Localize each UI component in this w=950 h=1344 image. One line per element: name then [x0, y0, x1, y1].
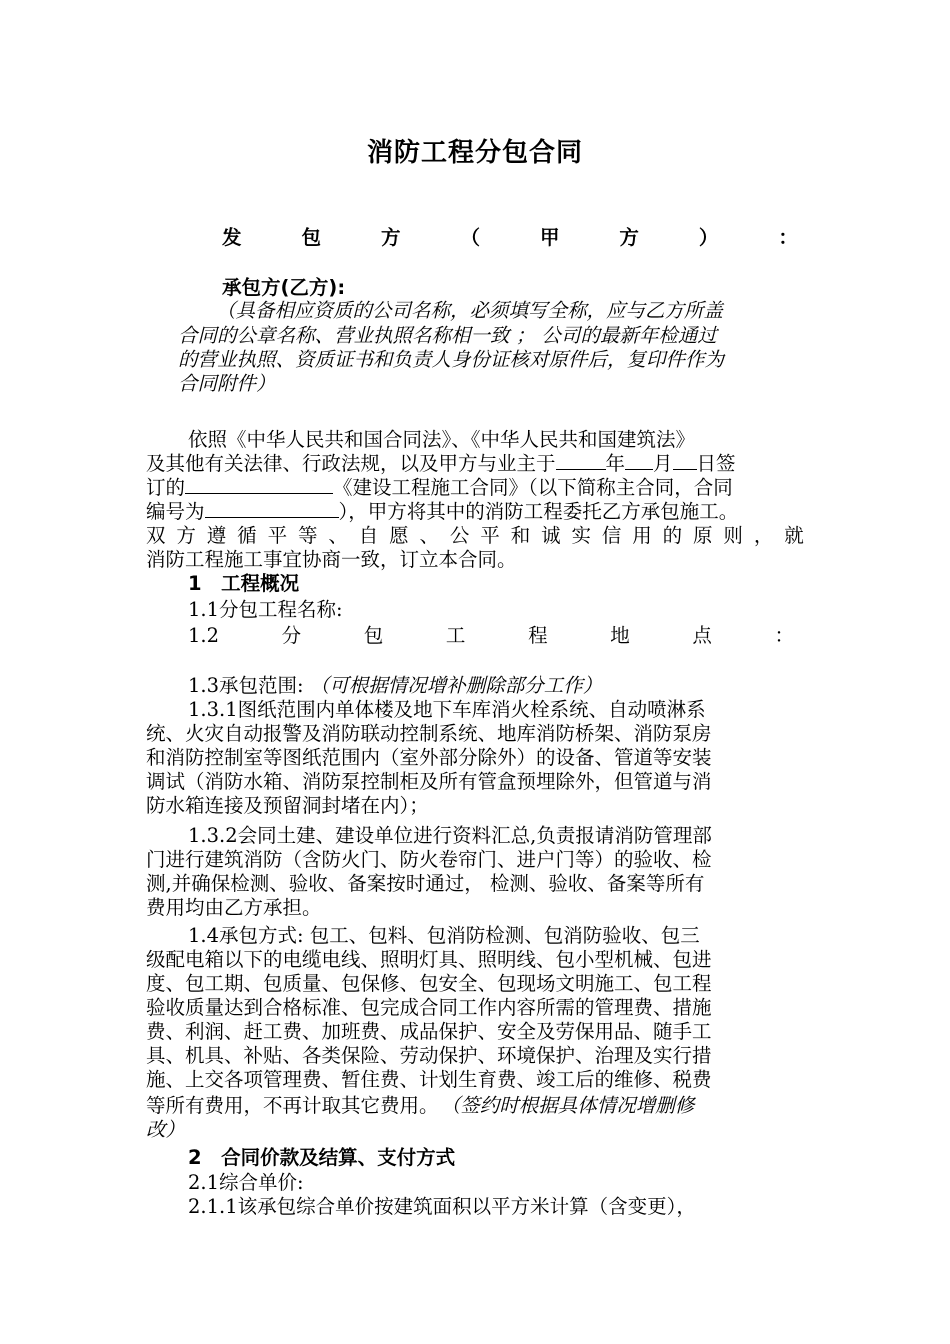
item-1-2-char: 包 [363, 624, 384, 647]
intro-char: 和 [510, 524, 531, 547]
intro-char: 诚 [541, 524, 561, 547]
item-1-4-line: 验收质量达到合格标准、包完成合同工作内容所需的管理费、措施 [146, 996, 712, 1019]
day-blank [673, 452, 697, 470]
intro-line-4 [146, 500, 738, 524]
item-1-3-2-line: 1.3.2会同土建、建设单位进行资料汇总,负责报请消防管理部 [188, 824, 712, 847]
item-1-4-line: 级配电箱以下的电缆电线、照明灯具、照明线、包小型机械、包进 [146, 948, 712, 971]
intro-char: 平 [267, 524, 288, 547]
party-b-note-line: （具备相应资质的公司名称，必须填写全称，应与乙方所盖 [216, 299, 724, 322]
intro-line-3-rest: 《建设工程施工合同》（以下简称主合同，合同 [333, 476, 733, 499]
intro-char: 循 [237, 524, 257, 547]
month-label: 月 [653, 452, 673, 475]
intro-line-5 [146, 524, 804, 548]
item-1-3-note: （可根据情况增补删除部分工作） [309, 674, 603, 697]
item-1-3-2-line: 测,并确保检测、验收、备案按时通过， 检测、验收、备案等所有 [146, 872, 705, 895]
item-1-2-char: 地 [610, 624, 630, 647]
intro-line-2-text: 及其他有关法律、行政法规，以及甲方与业主于 [146, 452, 556, 475]
item-1-2-char: 程 [528, 624, 548, 647]
item-2-1-1: 2.1.1该承包综合单价按建筑面积以平方米计算（含变更）， [188, 1195, 696, 1218]
item-1-2-char: 1.2 [188, 624, 220, 647]
date-blank [185, 476, 333, 494]
day-label: 日签 [696, 452, 736, 475]
item-1-3-1-line: 和消防控制室等图纸范围内（室外部分除外）的设备、管道等安装 [146, 746, 712, 769]
item-1-2-char: 分 [281, 624, 302, 647]
party-a-line [222, 226, 798, 250]
contract-number-blank [205, 500, 339, 518]
intro-char: 、 [419, 524, 440, 547]
intro-char: ， [753, 524, 774, 547]
item-1-2-char: 点 [692, 624, 712, 647]
item-1-4-line: 1.4承包方式: 包工、包料、包消防检测、包消防验收、包三 [188, 924, 700, 947]
item-1-2-char: 工 [445, 624, 466, 647]
party-a-char: 方 [619, 226, 639, 249]
party-a-char: 甲 [539, 226, 560, 249]
section-2-heading: 2 合同价款及结算、支付方式 [188, 1146, 456, 1169]
item-1-4-last-line [146, 1094, 694, 1118]
party-b-note-line: 合同的公章名称、营业执照名称相一致 ； 公司的最新年检通过 [178, 324, 717, 347]
intro-line-3 [146, 476, 733, 500]
intro-line-3-text: 订的 [146, 476, 186, 499]
intro-char: 则 [723, 524, 743, 547]
intro-char: 方 [176, 524, 196, 547]
item-1-4-line: 度、包工期、包质量、包保修、包安全、包现场文明施工、包工程 [146, 972, 712, 995]
party-a-char: 方 [380, 226, 401, 249]
intro-char: 遵 [206, 524, 227, 547]
intro-char: 自 [358, 524, 379, 547]
intro-line-4-text: 编号为 [146, 500, 205, 523]
party-a-char: 发 [222, 226, 242, 249]
month-blank [625, 452, 653, 470]
party-b-label: 承包方(乙方): [222, 276, 346, 299]
item-1-3-2-line: 门进行建筑消防（含防火门、防火卷帘门、进户门等）的验收、检 [146, 848, 712, 871]
item-1-4-line: 施、上交各项管理费、暂住费、计划生育费、竣工后的维修、税费 [146, 1068, 712, 1091]
section-1-heading: 1 工程概况 [188, 572, 300, 595]
party-a-char: ： [778, 226, 798, 249]
intro-char: 、 [328, 524, 348, 547]
item-1-4-line: 具、机具、补贴、各类保险、劳动保护、环境保护、治理及实行措 [146, 1044, 712, 1067]
party-a-char: ） [698, 226, 719, 249]
intro-char: 平 [480, 524, 500, 547]
intro-char: 就 [784, 524, 804, 547]
intro-char: 双 [146, 524, 166, 547]
item-1-4-last-text: 等所有费用，不再计取其它费用。 [146, 1094, 439, 1117]
intro-char: 信 [601, 524, 622, 547]
year-blank [556, 452, 606, 470]
item-1-4-line: 费、利润、赶工费、加班费、成品保护、安全及劳保用品、随手工 [146, 1020, 712, 1043]
item-1-3-label: 1.3承包范围: [188, 674, 310, 697]
party-b-note-line: 的营业执照、资质证书和负责人身份证核对原件后，复印件作为 [178, 348, 725, 371]
item-1-3-1-line: 统、火灾自动报警及消防联动控制系统、地库消防桥架、消防泵房 [146, 722, 712, 745]
contract-title: 消防工程分包合同 [366, 138, 583, 168]
intro-char: 等 [297, 524, 318, 547]
year-label: 年 [605, 452, 626, 475]
intro-line-2 [146, 452, 736, 476]
intro-char: 原 [693, 524, 713, 547]
item-1-3-1-line: 调试（消防水箱、消防泵控制柜及所有管盒预埋除外，但管道与消 [146, 770, 712, 793]
intro-char: 实 [571, 524, 591, 547]
intro-line-4-rest: ），甲方将其中的消防工程委托乙方承包施工。 [338, 500, 739, 523]
intro-char: 公 [449, 524, 470, 547]
item-1-4-note: （签约时根据具体情况增删修 [450, 1094, 695, 1117]
item-1-2-char: ： [774, 624, 794, 647]
item-1-3-1-line: 防水箱连接及预留洞封堵在内）； [146, 794, 429, 817]
party-b-note-line: 合同附件） [178, 372, 276, 395]
item-2-1: 2.1综合单价: [188, 1171, 304, 1194]
item-1-4-note-end: 改） [146, 1118, 186, 1141]
intro-char: 用 [632, 524, 652, 547]
party-a-char: （ [460, 226, 480, 249]
intro-char: 的 [662, 524, 683, 547]
item-1-3-2-line: 费用均由乙方承担。 [146, 896, 322, 919]
item-1-2 [188, 624, 794, 648]
item-1-3 [188, 674, 602, 698]
item-1-3-1-line: 1.3.1图纸范围内单体楼及地下车库消火栓系统、自动喷淋系 [188, 698, 706, 721]
item-1-1: 1.1分包工程名称: [188, 598, 343, 621]
intro-line-1: 依照《中华人民共和国合同法》、《中华人民共和国建筑法》 [188, 428, 696, 451]
intro-line-6: 消防工程施工事宜协商一致，订立本合同。 [146, 548, 517, 571]
party-a-char: 包 [301, 226, 321, 249]
intro-char: 愿 [389, 524, 409, 547]
